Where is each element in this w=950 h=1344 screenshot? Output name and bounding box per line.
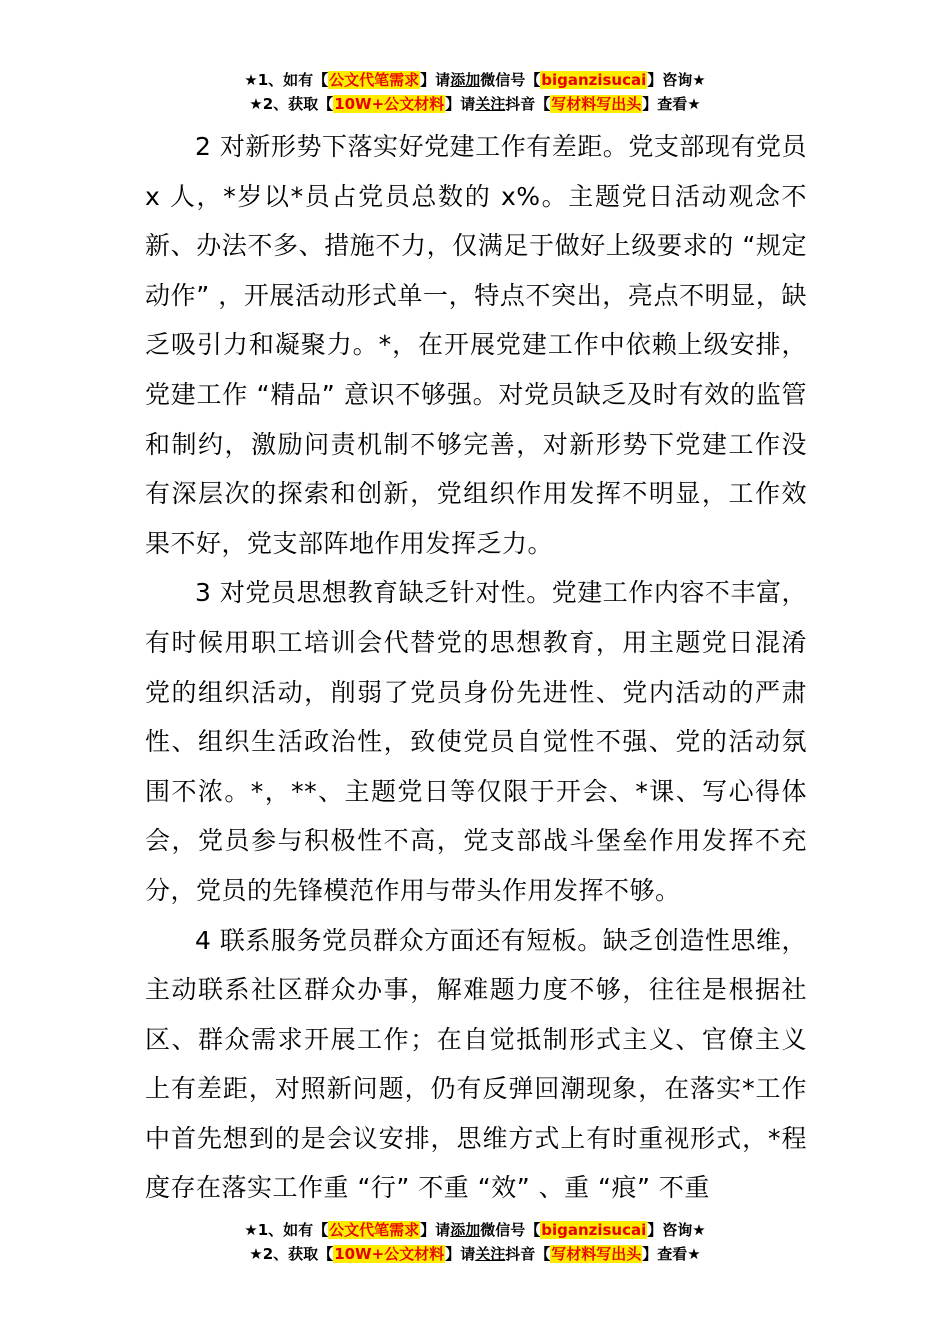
banner-text: ★1、如有【 [244, 71, 329, 89]
highlight-douyin-account: 写材料写出头 [551, 1245, 642, 1263]
banner-text: 】请 [445, 1245, 476, 1263]
banner-text: 】咨询★ [647, 1221, 706, 1239]
banner-text: 微信号【 [480, 71, 541, 89]
highlight-service: 公文代笔需求 [329, 1221, 420, 1239]
banner-line-1 [0, 68, 950, 92]
banner-text: ★2、获取【 [249, 1245, 334, 1263]
paragraph-4: 4 联系服务党员群众方面还有短板。缺乏创造性思维，主动联系社区群众办事，解难题力度不够，往往是根据社区、群众需求开展工作；在自觉抵制形式主义、官僚主义上有差距，对照新问题，仍有反弹回潮现象，在落实*工作中首先想到的是会议安排，思维方式上有时重视形式，*程度存在落实工作重 “行” 不重 “效” 、重 “痕” 不重 [145, 925, 807, 1203]
header-banner [0, 68, 950, 116]
footer-banner [0, 1218, 950, 1266]
banner-text: 】请 [420, 71, 451, 89]
paragraph-3: 3 对党员思想教育缺乏针对性。党建工作内容不丰富，有时候用职工培训会代替党的思想教育，用主题党日混淆党的组织活动，削弱了党员身份先进性、党内活动的严肃性、组织生活政治性，致使党员自觉性不强、党的活动氛围不浓。*，**、主题党日等仅限于开会、*课、写心得体会，党员参与积极性不高，党支部战斗堡垒作用发挥不充分，党员的先锋模范作用与带头作用发挥不够。 [145, 578, 807, 905]
banner-line-2 [0, 92, 950, 116]
paragraph-2: 2 对新形势下落实好党建工作有差距。党支部现有党员 x 人，*岁以*员占党员总数的 x%。主题党日活动观念不新、办法不多、措施不力，仅满足于做好上级要求的 “规定动作” ，开展活动形式单一，特点不突出，亮点不明显，缺乏吸引力和凝聚力。*，在开展党建工作中依赖上级安排，党建工作 “精品” 意识不够强。对党员缺乏及时有效的监管和制约，激励问责机制不够完善，对新形势下党建工作没有深层次的探索和创新，党组织作用发挥不明显，工作效果不好，党支部阵地作用发挥乏力。 [145, 132, 807, 558]
banner-text: 抖音【 [505, 95, 551, 113]
highlight-wechat-id: biganzisucai [541, 1221, 647, 1239]
document-body [145, 122, 807, 1213]
banner-underlined-text: 添加 [450, 1221, 481, 1239]
banner-line-2 [0, 1242, 950, 1266]
banner-text: ★2、获取【 [249, 95, 334, 113]
banner-text: 】请 [445, 95, 476, 113]
banner-underlined-text: 关注 [475, 95, 506, 113]
highlight-wechat-id: biganzisucai [541, 71, 647, 89]
banner-text: 微信号【 [480, 1221, 541, 1239]
banner-underlined-text: 关注 [475, 1245, 506, 1263]
banner-text: 抖音【 [505, 1245, 551, 1263]
highlight-douyin-account: 写材料写出头 [551, 95, 642, 113]
banner-text: 】咨询★ [647, 71, 706, 89]
banner-line-1 [0, 1218, 950, 1242]
banner-text: ★1、如有【 [244, 1221, 329, 1239]
banner-text: 】请 [420, 1221, 451, 1239]
banner-underlined-text: 添加 [450, 71, 481, 89]
banner-text: 】查看★ [642, 1245, 701, 1263]
banner-text: 】查看★ [642, 95, 701, 113]
highlight-materials: 10W+公文材料 [334, 95, 445, 113]
highlight-service: 公文代笔需求 [329, 71, 420, 89]
highlight-materials: 10W+公文材料 [334, 1245, 445, 1263]
